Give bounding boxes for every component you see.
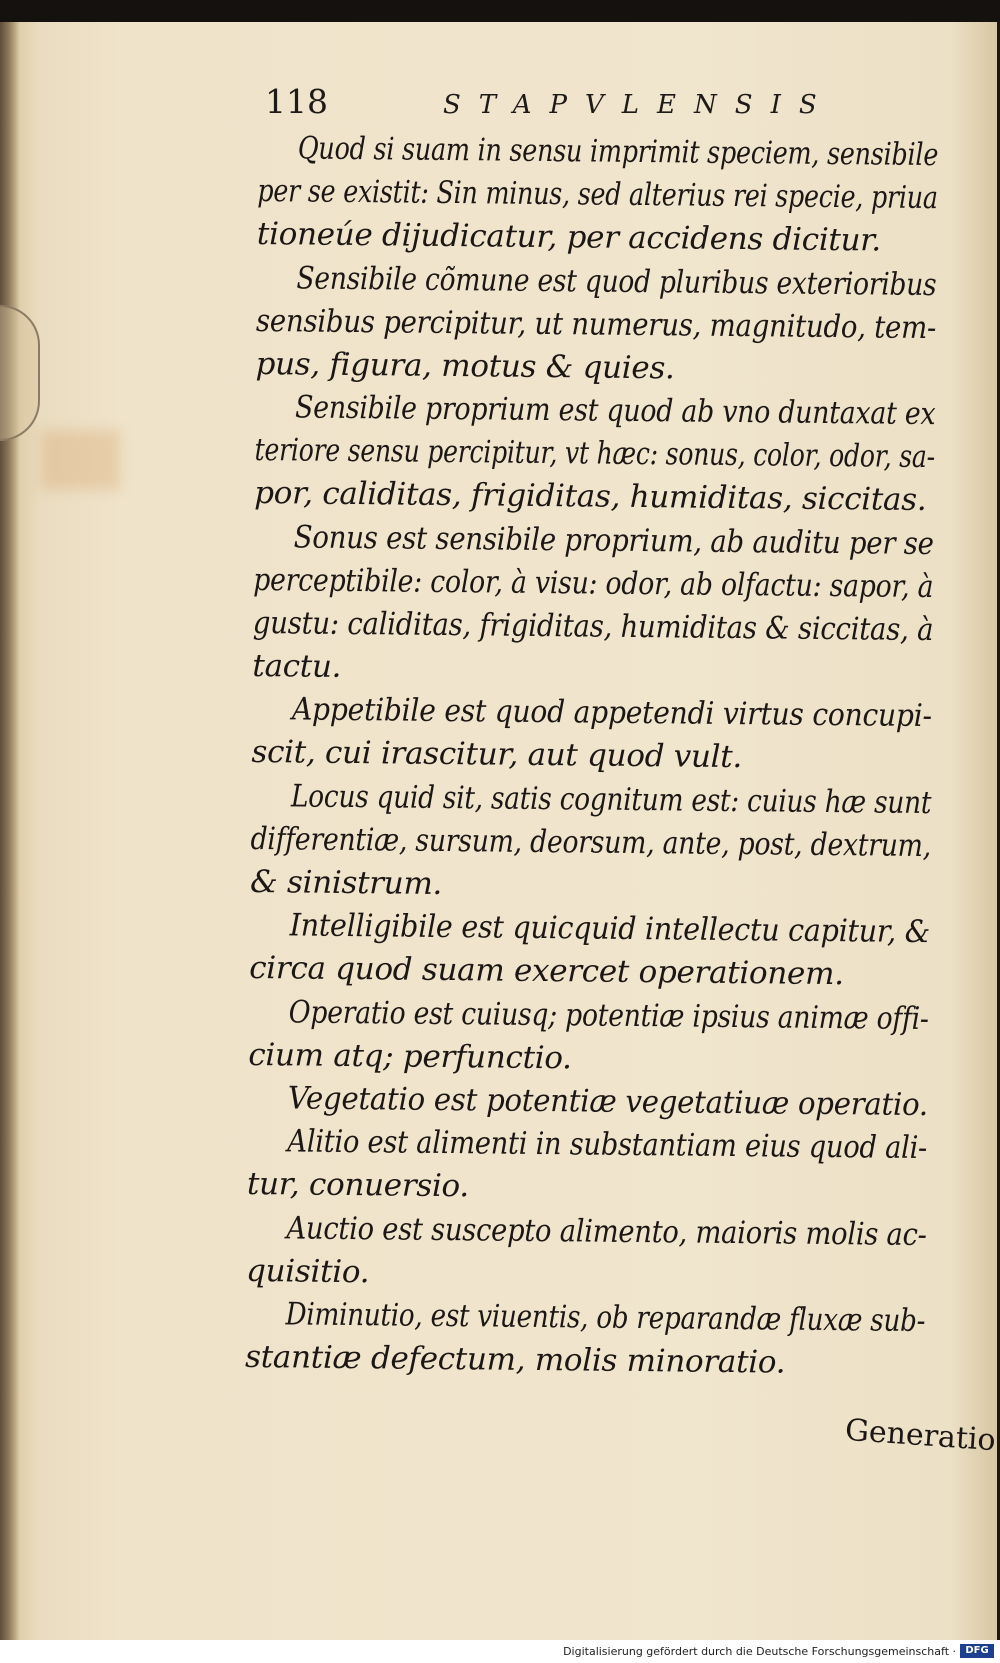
text-line: Auctio est suscepto alimento, maioris molis ac- bbox=[286, 1210, 927, 1254]
text-line: Alitio est alimenti in substantiam eius quod ali- bbox=[287, 1123, 928, 1167]
page-header bbox=[265, 82, 865, 132]
text-line: pus, figura, motus & quies. bbox=[255, 345, 675, 387]
text-line: Vegetatio est potentiæ vegetatiuæ operatio. bbox=[287, 1080, 929, 1124]
text-line: Quod si suam in sensu imprimit speciem, sensibile bbox=[297, 130, 939, 174]
page-gutter-shadow bbox=[0, 22, 20, 1640]
text-line: circa quod suam exercet operationem. bbox=[249, 949, 844, 993]
text-line: Appetibile est quod appetendi virtus concupi- bbox=[291, 691, 932, 735]
text-line: cium atq; perfunctio. bbox=[248, 1036, 572, 1077]
running-title: STAPVLENSIS bbox=[443, 90, 835, 120]
text-line: Locus quid sit, satis cognitum est: cuius hæ sunt bbox=[290, 778, 932, 822]
binding-clip-mark bbox=[0, 305, 40, 441]
scan-background-top bbox=[0, 0, 1000, 22]
text-line: por, caliditas, frigiditas, humiditas, siccitas. bbox=[254, 474, 927, 519]
text-line: tur, conuersio. bbox=[246, 1165, 470, 1205]
text-line: Sonus est sensibile proprium, ab auditu per se bbox=[293, 519, 934, 563]
text-line: teriore sensu percipitur, vt hæc: sonus, color, odor, sa- bbox=[254, 431, 936, 476]
text-line: quisitio. bbox=[245, 1252, 370, 1291]
digitization-credit: Digitalisierung gefördert durch die Deutsche Forschungsgemeinschaft · bbox=[563, 1645, 956, 1658]
text-line: tioneúe dijudicatur, per accidens dicitur. bbox=[256, 215, 882, 259]
text-line: Diminutio, est viuentis, ob reparandæ fluxæ sub- bbox=[285, 1296, 926, 1340]
text-line: gustu: caliditas, frigiditas, humiditas & siccitas, à bbox=[252, 604, 934, 649]
text-line: stantiæ defectum, molis minoratio. bbox=[244, 1338, 786, 1381]
text-line: Intelligibile est quicquid intellectu capitur, & bbox=[289, 907, 931, 951]
text-line: Sensibile proprium est quod ab vno duntaxat ex bbox=[294, 389, 936, 433]
text-line: per se existit: Sin minus, sed alterius rei specie, priua bbox=[257, 172, 938, 217]
text-line: differentiæ, sursum, deorsum, ante, post, dextrum, bbox=[250, 820, 932, 865]
dfg-logo: DFG bbox=[960, 1644, 994, 1658]
text-line: sensibus percipitur, ut numerus, magnitudo, tem- bbox=[255, 302, 937, 347]
text-line: & sinistrum. bbox=[249, 863, 443, 902]
text-line: Sensibile cõmune est quod pluribus exterioribus bbox=[296, 260, 937, 304]
text-line: scit, cui irascitur, aut quod vult. bbox=[251, 733, 743, 776]
catchword: Generatio bbox=[843, 1412, 997, 1459]
text-line: tactu. bbox=[252, 647, 342, 685]
text-line: perceptibile: color, à visu: odor, ab olfactu: sapor, à bbox=[253, 561, 934, 606]
paper-stain bbox=[40, 430, 120, 490]
text-line: Operatio est cuiusq; potentiæ ipsius animæ offi- bbox=[288, 994, 929, 1038]
page-number: 118 bbox=[265, 82, 328, 121]
